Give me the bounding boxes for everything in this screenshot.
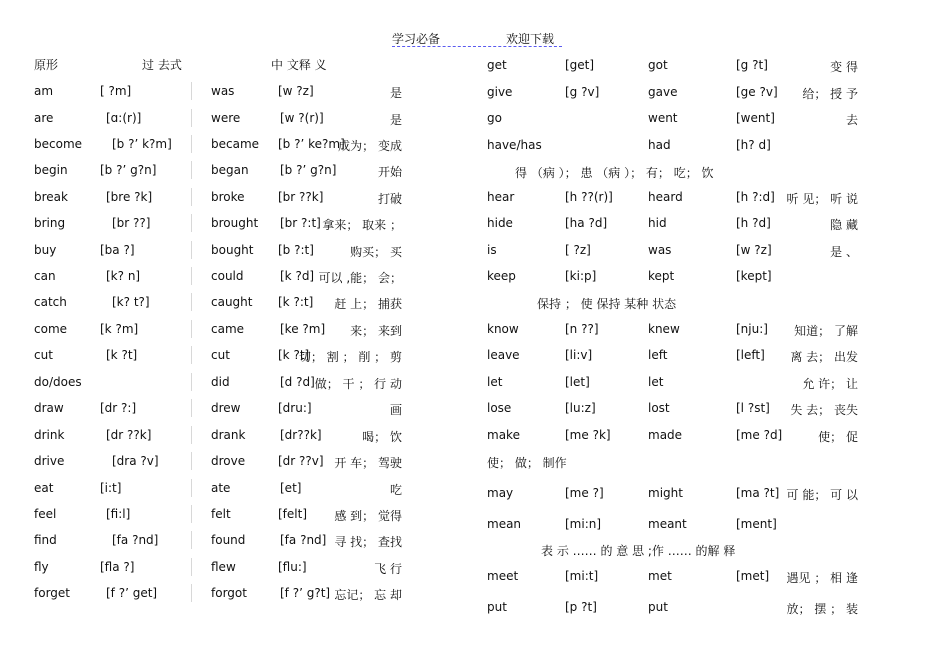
table-row bbox=[0, 533, 470, 551]
base-phonetic: [k ?m] bbox=[100, 322, 139, 336]
past-phonetic: [dru:] bbox=[278, 401, 312, 415]
base-phonetic: [dr ??k] bbox=[106, 428, 152, 442]
table-row bbox=[0, 190, 950, 208]
header-right-text: 欢迎下载 bbox=[506, 32, 555, 46]
base-phonetic: [lu:z] bbox=[565, 401, 596, 415]
meaning-continuation: 表 示 …… 的 意 思 ;作 …… 的解 释 bbox=[541, 544, 736, 558]
page-header bbox=[392, 30, 562, 47]
past-phonetic: [nju:] bbox=[736, 322, 768, 336]
past-phonetic: [br ??k] bbox=[278, 190, 324, 204]
base-form: become bbox=[34, 137, 83, 151]
past-phonetic: [went] bbox=[736, 111, 775, 125]
base-phonetic: [mi:n] bbox=[565, 517, 602, 531]
base-phonetic: [k? t?] bbox=[112, 295, 150, 309]
past-phonetic: [g ?t] bbox=[736, 58, 768, 72]
meaning: 忘记； 忘 却 bbox=[334, 588, 402, 602]
past-form: heard bbox=[648, 190, 683, 204]
table-row bbox=[0, 428, 950, 446]
past-phonetic: [b ?:t] bbox=[278, 243, 314, 257]
table-row bbox=[0, 454, 470, 472]
meaning: 给； 授 予 bbox=[802, 87, 858, 101]
meaning: 使； 促 bbox=[818, 430, 858, 444]
base-form: lose bbox=[487, 401, 512, 415]
table-row bbox=[0, 216, 950, 234]
past-form: met bbox=[648, 569, 672, 583]
past-form: lost bbox=[648, 401, 670, 415]
past-phonetic: [k ?:t] bbox=[278, 295, 314, 309]
base-form: draw bbox=[34, 401, 64, 415]
header-past-tense: 过 去式 bbox=[142, 58, 182, 72]
base-form: are bbox=[34, 111, 54, 125]
base-phonetic: [bre ?k] bbox=[106, 190, 153, 204]
past-form: bought bbox=[211, 243, 254, 257]
base-phonetic: [k? n] bbox=[106, 269, 141, 283]
base-phonetic: [h ??(r)] bbox=[565, 190, 613, 204]
past-form: caught bbox=[211, 295, 253, 309]
header-base-form: 原形 bbox=[34, 58, 59, 72]
base-form: let bbox=[487, 375, 503, 389]
past-form: cut bbox=[211, 348, 230, 362]
base-phonetic: [b ?’ g?n] bbox=[100, 163, 157, 177]
meaning: 去 bbox=[845, 113, 858, 127]
base-form: drive bbox=[34, 454, 65, 468]
base-form: get bbox=[487, 58, 507, 72]
past-form: had bbox=[648, 138, 671, 152]
past-form: knew bbox=[648, 322, 680, 336]
base-phonetic: [b ?’ k?m] bbox=[112, 137, 172, 151]
table-row bbox=[0, 569, 950, 587]
base-phonetic: [fi:l] bbox=[106, 507, 131, 521]
base-form: make bbox=[487, 428, 520, 442]
base-phonetic: [ba ?] bbox=[100, 243, 135, 257]
base-form: drink bbox=[34, 428, 65, 442]
base-form: break bbox=[34, 190, 68, 204]
base-phonetic: [g ?v] bbox=[565, 85, 600, 99]
base-form: catch bbox=[34, 295, 67, 309]
meaning: 寻 找； 查找 bbox=[334, 535, 402, 549]
meaning: 购买； 买 bbox=[350, 245, 402, 259]
past-phonetic: [et] bbox=[280, 481, 302, 495]
table-row bbox=[0, 295, 470, 313]
past-form: could bbox=[211, 269, 244, 283]
past-form: let bbox=[648, 375, 664, 389]
base-form: keep bbox=[487, 269, 516, 283]
meaning-continuation: 保持 ； 使 保持 某种 状态 bbox=[537, 297, 677, 311]
meaning-continuation: 使； 做； 制作 bbox=[487, 456, 567, 470]
past-phonetic: [dr??k] bbox=[280, 428, 322, 442]
past-phonetic: [fa ?nd] bbox=[280, 533, 327, 547]
past-form: found bbox=[211, 533, 246, 547]
base-form: buy bbox=[34, 243, 57, 257]
past-form: broke bbox=[211, 190, 245, 204]
past-form: meant bbox=[648, 517, 687, 531]
past-phonetic: [ge ?v] bbox=[736, 85, 778, 99]
meaning: 放； 摆 ； 装 bbox=[786, 602, 858, 616]
base-phonetic: [i:t] bbox=[100, 481, 122, 495]
table-row bbox=[0, 243, 950, 261]
header-left-text: 学习必备 bbox=[392, 32, 441, 46]
past-phonetic: [d ?d] bbox=[280, 375, 315, 389]
meaning: 吃 bbox=[389, 483, 402, 497]
past-form: might bbox=[648, 486, 683, 500]
meaning: 飞 行 bbox=[374, 562, 402, 576]
base-form: is bbox=[487, 243, 497, 257]
table-row bbox=[0, 111, 950, 129]
meaning: 离 去； 出发 bbox=[790, 350, 858, 364]
base-phonetic: [ ?z] bbox=[565, 243, 591, 257]
meaning: 变 得 bbox=[830, 60, 858, 74]
meaning: 来； 来到 bbox=[350, 324, 402, 338]
past-form: kept bbox=[648, 269, 675, 283]
past-form: gave bbox=[648, 85, 678, 99]
base-form: mean bbox=[487, 517, 522, 531]
base-phonetic: [li:v] bbox=[565, 348, 593, 362]
meaning: 喝； 饮 bbox=[362, 430, 402, 444]
meaning: 隐 藏 bbox=[830, 218, 858, 232]
meaning: 可以 ,能； 会； bbox=[318, 271, 402, 285]
meaning: 赶 上； 捕获 bbox=[334, 297, 402, 311]
base-form: hide bbox=[487, 216, 513, 230]
past-form: made bbox=[648, 428, 683, 442]
meaning: 可 能； 可 以 bbox=[786, 488, 858, 502]
table-row bbox=[0, 517, 950, 535]
table-row bbox=[0, 58, 950, 76]
meaning: 做； 干 ； 行 动 bbox=[314, 377, 402, 391]
table-row bbox=[0, 600, 950, 618]
base-form: do/does bbox=[34, 375, 82, 389]
base-phonetic: [k ?t] bbox=[106, 348, 138, 362]
base-form: leave bbox=[487, 348, 520, 362]
base-phonetic: [dr ?:] bbox=[100, 401, 137, 415]
meaning: 是 、 bbox=[830, 245, 858, 259]
base-phonetic: [f ?’ get] bbox=[106, 586, 158, 600]
past-form: put bbox=[648, 600, 668, 614]
meaning-continuation: 得 （病 ）； 患 （病 ）； 有； 吃； 饮 bbox=[515, 166, 714, 180]
past-phonetic: [k ?d] bbox=[280, 269, 315, 283]
meaning: 是 bbox=[389, 86, 402, 100]
base-form: know bbox=[487, 322, 519, 336]
past-phonetic: [kept] bbox=[736, 269, 772, 283]
base-phonetic: [ha ?d] bbox=[565, 216, 608, 230]
base-form: hear bbox=[487, 190, 515, 204]
base-form: have/has bbox=[487, 138, 542, 152]
base-form: give bbox=[487, 85, 513, 99]
past-form: ate bbox=[211, 481, 231, 495]
past-phonetic: [w ?(r)] bbox=[280, 111, 324, 125]
past-form: left bbox=[648, 348, 668, 362]
base-phonetic: [n ??] bbox=[565, 322, 599, 336]
past-phonetic: [flu:] bbox=[278, 560, 307, 574]
past-form: flew bbox=[211, 560, 236, 574]
past-form: brought bbox=[211, 216, 259, 230]
past-phonetic: [b ?’ g?n] bbox=[280, 163, 337, 177]
base-form: go bbox=[487, 111, 502, 125]
meaning: 打破 bbox=[377, 192, 402, 206]
base-form: meet bbox=[487, 569, 519, 583]
base-phonetic: [me ?k] bbox=[565, 428, 611, 442]
past-phonetic: [b ?’ ke?m] bbox=[278, 137, 345, 151]
past-phonetic: [ma ?t] bbox=[736, 486, 780, 500]
cell-divider bbox=[190, 293, 192, 311]
cell-divider bbox=[190, 161, 192, 179]
past-form: were bbox=[211, 111, 241, 125]
meaning: 知道； 了解 bbox=[794, 324, 858, 338]
past-phonetic: [me ?d] bbox=[736, 428, 783, 442]
past-form: began bbox=[211, 163, 249, 177]
past-phonetic: [f ?’ g?t] bbox=[280, 586, 331, 600]
past-form: drank bbox=[211, 428, 246, 442]
base-phonetic: [ki:p] bbox=[565, 269, 597, 283]
past-form: hid bbox=[648, 216, 667, 230]
past-form: went bbox=[648, 111, 678, 125]
past-form: came bbox=[211, 322, 245, 336]
base-form: come bbox=[34, 322, 68, 336]
base-form: eat bbox=[34, 481, 54, 495]
meaning: 失 去； 丧失 bbox=[790, 403, 858, 417]
past-form: drew bbox=[211, 401, 241, 415]
meaning: 开始 bbox=[377, 165, 402, 179]
past-phonetic: [l ?st] bbox=[736, 401, 770, 415]
base-form: am bbox=[34, 84, 54, 98]
table-row bbox=[0, 348, 950, 366]
base-form: may bbox=[487, 486, 514, 500]
base-form: bring bbox=[34, 216, 66, 230]
table-row bbox=[0, 322, 950, 340]
base-phonetic: [let] bbox=[565, 375, 590, 389]
past-phonetic: [k ?t] bbox=[278, 348, 310, 362]
meaning: 切； 割 ； 削 ； 剪 bbox=[298, 350, 402, 364]
past-phonetic: [w ?z] bbox=[736, 243, 772, 257]
past-form: drove bbox=[211, 454, 246, 468]
past-form: was bbox=[648, 243, 672, 257]
base-form: put bbox=[487, 600, 507, 614]
base-form: forget bbox=[34, 586, 70, 600]
table-row bbox=[0, 163, 470, 181]
meaning: 开 车； 驾驶 bbox=[334, 456, 402, 470]
base-phonetic: [fla ?] bbox=[100, 560, 135, 574]
past-phonetic: [felt] bbox=[278, 507, 308, 521]
past-phonetic: [h? d] bbox=[736, 138, 771, 152]
past-phonetic: [met] bbox=[736, 569, 770, 583]
past-phonetic: [br ?:t] bbox=[280, 216, 321, 230]
table-row bbox=[0, 269, 950, 287]
table-row bbox=[0, 486, 950, 504]
header-meaning: 中 文释 义 bbox=[271, 58, 327, 72]
cell-divider bbox=[190, 452, 192, 470]
meaning: 遇见 ； 相 逢 bbox=[786, 571, 858, 585]
table-row bbox=[0, 375, 950, 393]
past-form: got bbox=[648, 58, 668, 72]
base-phonetic: [dra ?v] bbox=[112, 454, 159, 468]
base-phonetic: [ɑ:(r)] bbox=[106, 111, 142, 125]
past-phonetic: [h ?d] bbox=[736, 216, 771, 230]
table-row bbox=[0, 401, 950, 419]
base-form: begin bbox=[34, 163, 68, 177]
base-phonetic: [get] bbox=[565, 58, 595, 72]
past-phonetic: [h ?:d] bbox=[736, 190, 775, 204]
meaning: 画 bbox=[389, 403, 402, 417]
meaning: 拿来； 取来 ； bbox=[322, 218, 402, 232]
table-row bbox=[0, 138, 950, 156]
base-phonetic: [ ?m] bbox=[100, 84, 132, 98]
past-phonetic: [ment] bbox=[736, 517, 777, 531]
meaning: 成为； 变成 bbox=[338, 139, 402, 153]
base-form: find bbox=[34, 533, 57, 547]
past-phonetic: [left] bbox=[736, 348, 765, 362]
base-phonetic: [br ??] bbox=[112, 216, 151, 230]
past-form: did bbox=[211, 375, 230, 389]
base-phonetic: [me ?] bbox=[565, 486, 604, 500]
table-row bbox=[0, 85, 950, 103]
base-form: fly bbox=[34, 560, 49, 574]
past-phonetic: [ke ?m] bbox=[280, 322, 326, 336]
past-form: became bbox=[211, 137, 260, 151]
meaning: 是 bbox=[389, 113, 402, 127]
base-phonetic: [p ?t] bbox=[565, 600, 597, 614]
meaning: 允 许； 让 bbox=[802, 377, 858, 391]
base-form: feel bbox=[34, 507, 57, 521]
past-phonetic: [dr ??v] bbox=[278, 454, 324, 468]
past-form: forgot bbox=[211, 586, 247, 600]
base-form: cut bbox=[34, 348, 53, 362]
past-form: was bbox=[211, 84, 235, 98]
meaning: 听 见； 听 说 bbox=[786, 192, 858, 206]
base-phonetic: [fa ?nd] bbox=[112, 533, 159, 547]
past-form: felt bbox=[211, 507, 231, 521]
base-phonetic: [mi:t] bbox=[565, 569, 599, 583]
past-phonetic: [w ?z] bbox=[278, 84, 314, 98]
base-form: can bbox=[34, 269, 56, 283]
meaning: 感 到； 觉得 bbox=[334, 509, 402, 523]
